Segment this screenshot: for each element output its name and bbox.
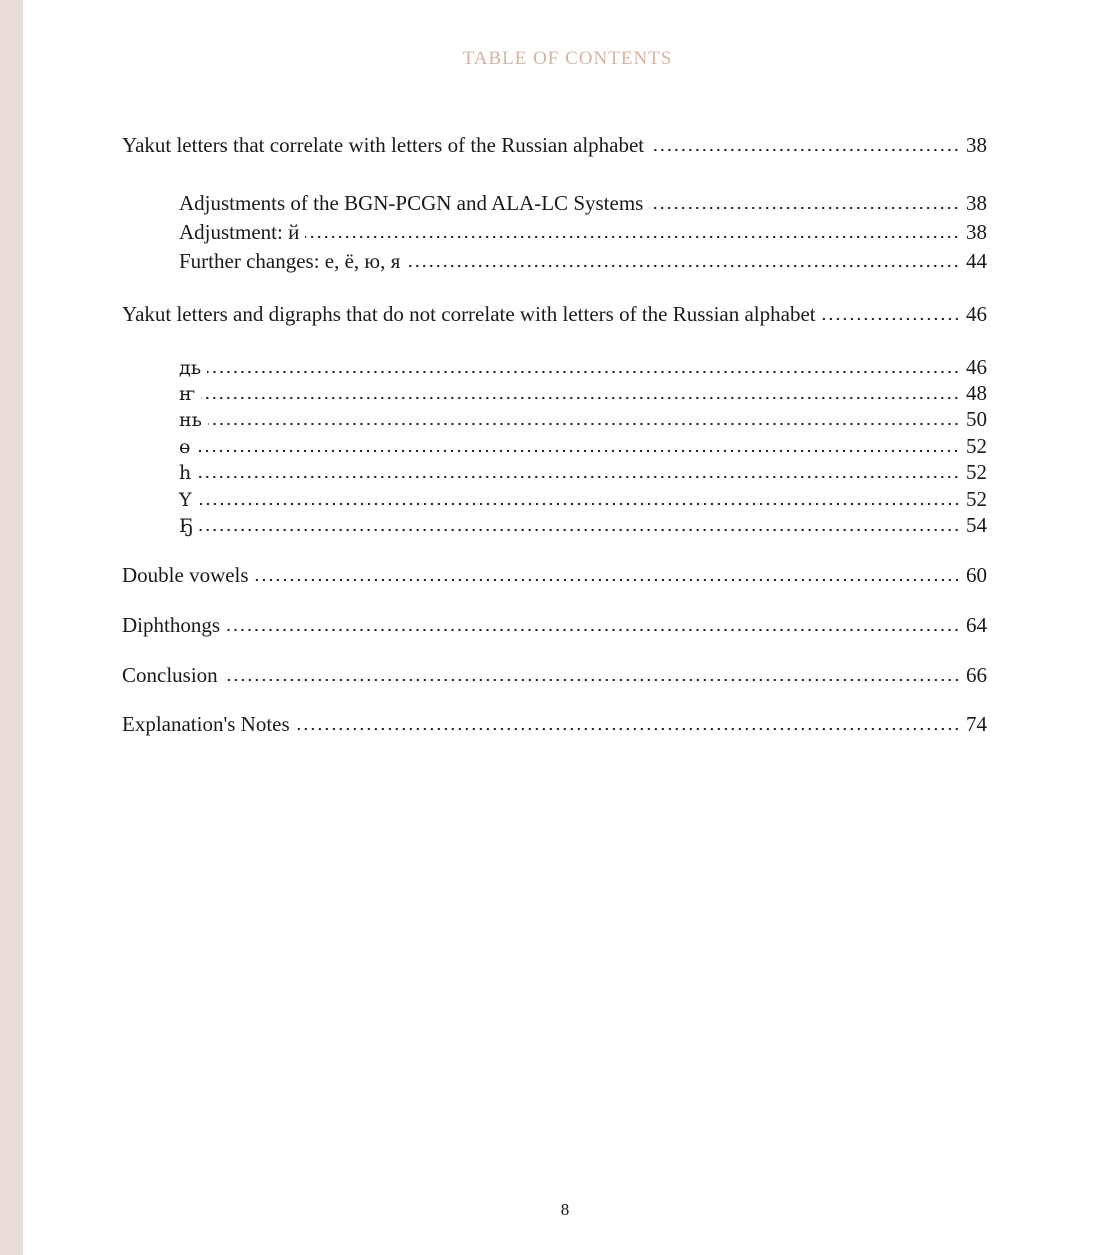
toc-label: һ [179, 462, 192, 484]
dot-leader [305, 235, 960, 239]
toc-entry[interactable] [179, 485, 987, 513]
toc-page: 50 [966, 407, 987, 431]
dot-leader [197, 475, 960, 479]
toc-entry[interactable] [179, 432, 987, 460]
toc-entry[interactable] [179, 405, 987, 433]
toc-label: Ҕ [179, 515, 193, 537]
page-title: TABLE OF CONTENTS [462, 48, 673, 69]
toc-page: 46 [966, 302, 987, 326]
toc-entry[interactable] [122, 131, 987, 159]
toc-label: Diphthongs [122, 613, 221, 637]
dot-leader [196, 449, 960, 453]
toc-page: 52 [966, 434, 987, 458]
toc-entry[interactable] [122, 661, 987, 689]
dot-leader [650, 148, 960, 152]
dot-leader [822, 317, 960, 321]
toc-entry[interactable] [122, 710, 987, 738]
toc-page: 54 [966, 513, 987, 537]
toc-label: ө [179, 436, 191, 458]
toc-page: 74 [966, 712, 987, 736]
dot-leader [207, 370, 960, 374]
toc-label: Yakut letters that correlate with letters of the Russian alphabet [122, 133, 645, 157]
dot-leader [649, 206, 960, 210]
dot-leader [296, 727, 960, 731]
toc-page: 52 [966, 487, 987, 511]
toc-entry[interactable] [122, 561, 987, 589]
page-number: 8 [560, 1200, 570, 1219]
toc-page: 38 [966, 133, 987, 157]
dot-leader [226, 628, 960, 632]
toc-label: Double vowels [122, 563, 249, 587]
toc-entry[interactable] [179, 379, 987, 407]
dot-leader [201, 396, 960, 400]
toc-label: Explanation's Notes [122, 712, 290, 736]
toc-label: ҥ [179, 383, 196, 405]
toc-page: 66 [966, 663, 987, 687]
toc-entry[interactable] [179, 247, 987, 275]
toc-entry[interactable] [179, 218, 987, 246]
toc-page: 38 [966, 220, 987, 244]
toc-label: нь [179, 409, 203, 431]
toc-page: 44 [966, 249, 987, 273]
toc-entry[interactable] [179, 511, 987, 539]
toc-page: 60 [966, 563, 987, 587]
toc-page: 46 [966, 355, 987, 379]
dot-leader [406, 264, 960, 268]
toc-entry[interactable] [122, 300, 987, 328]
toc-entry[interactable] [179, 353, 987, 381]
dot-leader [208, 422, 960, 426]
toc-label: Adjustment: й [179, 220, 300, 244]
dot-leader [198, 502, 960, 506]
toc-label: Ү [179, 489, 192, 511]
toc-label: Adjustments of the BGN-PCGN and ALA-LC Systems [179, 191, 644, 215]
toc-label: дь [179, 357, 202, 379]
toc-label: Conclusion [122, 663, 218, 687]
toc-page: 64 [966, 613, 987, 637]
toc-entry[interactable] [179, 189, 987, 217]
toc-page: 52 [966, 460, 987, 484]
dot-leader [199, 528, 960, 532]
toc-entry[interactable] [179, 458, 987, 486]
toc-page: 48 [966, 381, 987, 405]
toc-label: Yakut letters and digraphs that do not correlate with letters of the Russian alphabet [122, 302, 816, 326]
toc-entry[interactable] [122, 611, 987, 639]
page-edge [0, 0, 23, 1255]
toc-label: Further changes: е, ё, ю, я [179, 249, 401, 273]
dot-leader [224, 678, 960, 682]
toc-page: 38 [966, 191, 987, 215]
dot-leader [255, 578, 960, 582]
